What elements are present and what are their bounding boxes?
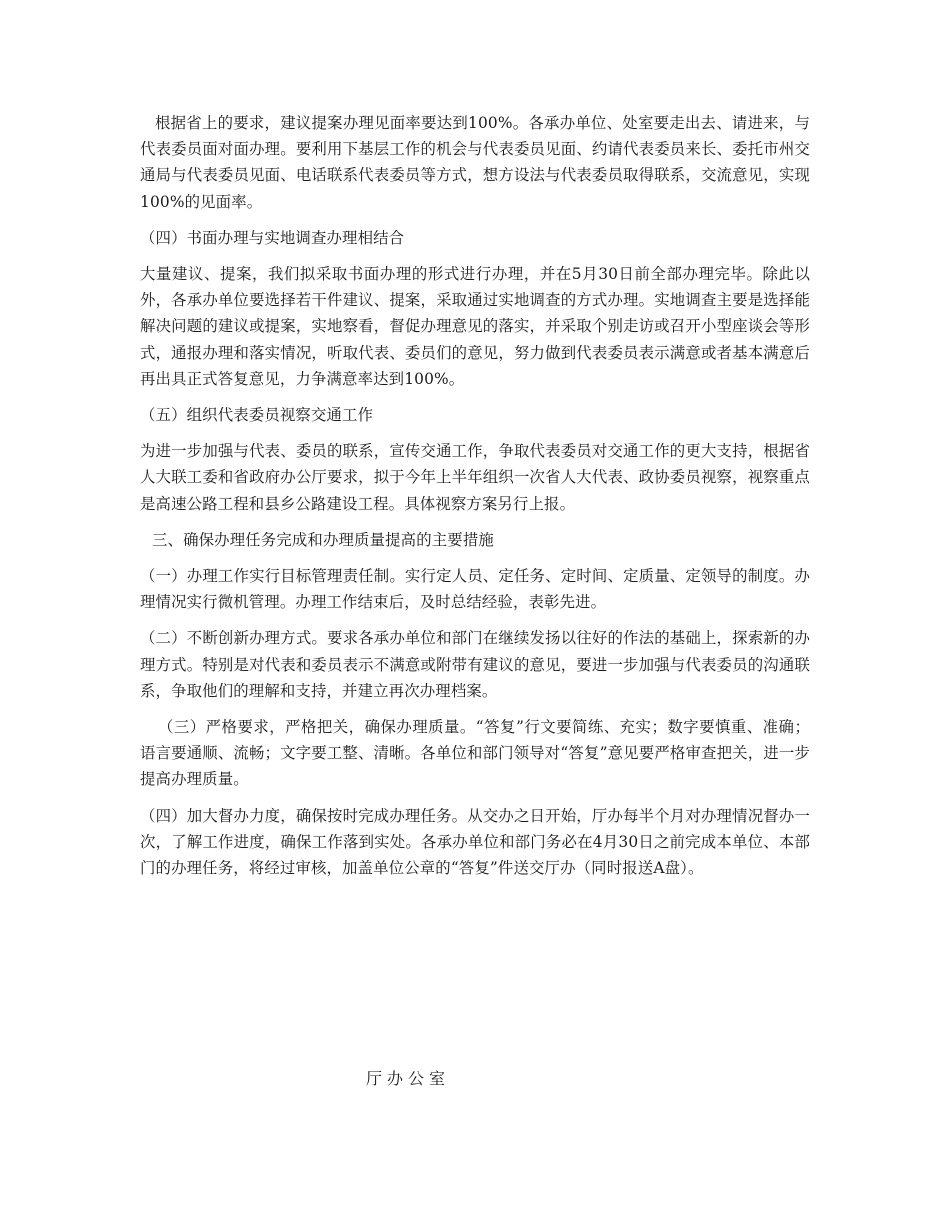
paragraph-measure-2: （二）不断创新办理方式。要求各承办单位和部门在继续发扬以往好的作法的基础上，探索新的办理方式。特别是对代表和委员表示不满意或附带有建议的意见，要进一步加强与代表委员的沟通联系，争取他们的理解和支持，并建立再次办理档案。 [140,629,810,700]
paragraph-inspection: 为进一步加强与代表、委员的联系，宣传交通工作，争取代表委员对交通工作的更大支持，根据省人大联工委和省政府办公厅要求，拟于今年上半年组织一次省人大代表、政协委员视察，视察重点是高速公路工程和县乡公路建设工程。具体视察方案另行上报。 [140,442,810,513]
section-heading-measures: 三、确保办理任务完成和办理质量提高的主要措施 [152,530,494,549]
document-body [140,110,810,881]
paragraph-measure-1: （一）办理工作实行目标管理责任制。实行定人员、定任务、定时间、定质量、定领导的制度。办理情况实行微机管理。办理工作结束后，及时总结经验，表彰先进。 [140,567,810,612]
paragraph-meeting-rate: 根据省上的要求，建议提案办理见面率要达到100%。各承办单位、处室要走出去、请进来，与代表委员面对面办理。要利用下基层工作的机会与代表委员见面、约请代表委员来长、委托市州交通局与代表委员见面、电话联系代表委员等方式，想方设法与代表委员取得联系，交流意见，实现100%的见面率。 [140,114,810,211]
heading-written-and-field-handling: （四）书面办理与实地调查办理相结合 [140,228,405,247]
heading-inspection: （五）组织代表委员视察交通工作 [140,406,374,425]
paragraph-written-handling: 大量建议、提案，我们拟采取书面办理的形式进行办理，并在5月30日前全部办理完毕。除此以外，各承办单位要选择若干件建议、提案，采取通过实地调查的方式办理。实地调查主要是选择能解决问题的建议或提案，实地察看，督促办理意见的落实，并采取个别走访或召开小型座谈会等形式，通报办理和落实情况，听取代表、委员们的意见，努力做到代表委员表示满意或者基本满意后再出具正式答复意见，力争满意率达到100%。 [140,265,810,388]
signature: 厅办公室 [366,1069,451,1088]
paragraph-measure-4: （四）加大督办力度，确保按时完成办理任务。从交办之日开始，厅办每半个月对办理情况督办一次，了解工作进度，确保工作落到实处。各承办单位和部门务必在4月30日之前完成本单位、本部门的办理任务，将经过审核，加盖单位公章的“答复”件送交厅办（同时报送A盘）。 [140,806,810,878]
paragraph-measure-3: （三）严格要求，严格把关，确保办理质量。“答复”行文要简练、充实；数字要慎重、准确；语言要通顺、流畅；文字要工整、清晰。各单位和部门领导对“答复”意见要严格审查把关，进一步提高办理质量。 [140,718,810,789]
